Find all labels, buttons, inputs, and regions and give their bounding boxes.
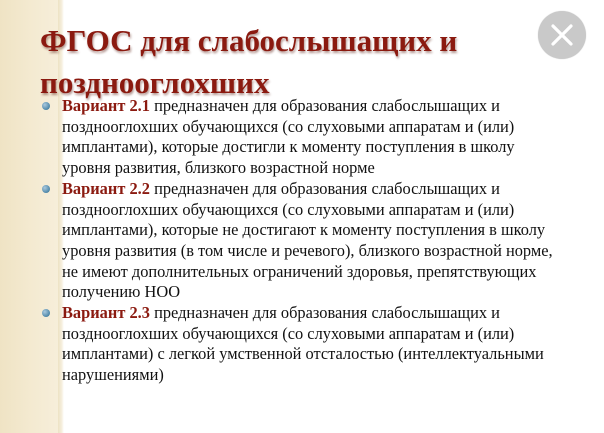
list-item [42,303,562,386]
list-item [42,96,562,179]
bullet-icon [42,102,50,110]
bullet-icon [42,185,50,193]
variant-description: предназначен для образования слабослышащих и позднооглохших обучающихся (со слуховыми аппаратам и (или) имплантами), которые не достигают к моменту поступления в школу уровня развития (в том числе и речевого), близкого возрастной норме, не имеют дополнительных ограничений здоровья, препятствующих получению НОО [62,178,553,302]
variant-description: предназначен для образования слабослышащих и позднооглохших обучающихся (со слуховыми аппаратам и (или) имплантами) с легкой умственной отсталостью (интеллектуальными нарушениями) [62,303,544,385]
list-item [42,179,562,303]
close-button[interactable] [538,11,586,59]
variant-label: Вариант 2.3 [62,303,150,323]
slide-title: ФГОС для слабослышащих и позднооглохших [40,23,458,100]
variant-label: Вариант 2.1 [62,96,150,115]
bullet-icon [42,309,50,317]
variant-description: предназначен для образования слабослышащих и позднооглохших обучающихся (со слуховыми аппаратам и (или) имплантами), которые достигли к моменту поступления в школу уровня развития, близкого возрастной норме [62,96,515,178]
content-list [42,96,562,386]
close-icon [550,23,574,47]
variant-label: Вариант 2.2 [62,178,150,198]
